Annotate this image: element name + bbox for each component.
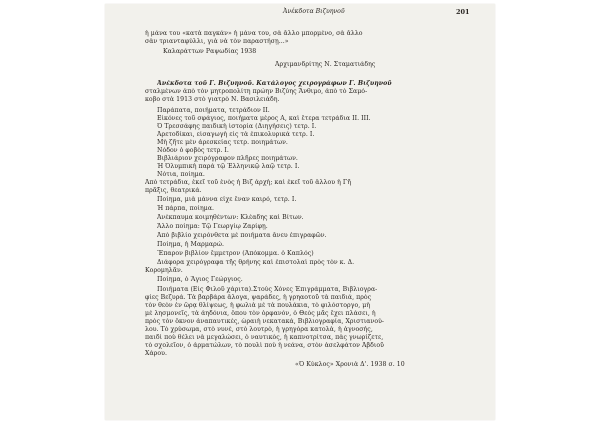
page-number: 201 (456, 8, 470, 16)
list-item: Ἀρετοδίκαι, εἰσαγωγὴ εἰς τὰ ἐπικολυρικά τετρ. Ι. (157, 131, 315, 138)
text-line: φίες Βεζυρά. Τὰ βαρβάρα ἄλογα, ψαράδες, ἡ γρηαοτοῦ τὰ παιδιά, πρὸς (145, 294, 372, 301)
list-item: Μὴ ζῆτε μὲν ἀρεσκείας τετρ. ποιημάτων. (157, 139, 288, 146)
book-page (105, 4, 495, 420)
text-line: πρὸς τὸν ὄκνον ἀναπαυτικές, ὡραιὴ νεκατακά, Βιβλιογραφία, Χριστιανού- (145, 318, 385, 325)
paragraph-heading-line (157, 80, 463, 88)
list-item: Ὁ Τρεσσάφης παιδικὴ ἱστορία (Διηγήσεις) τετρ. Ι. (157, 123, 317, 130)
list-item: Ἔπαρον βιβλίον ἔμμετρον (Ἀπόκομμα. ὁ Καπλός) (157, 250, 314, 257)
text-line: λου. Τὸ χρύσωμα, στὸ νυνέ, στὸ λουτρὸ, ἡ γρηγόρα κατολὰ, ἡ ἀγνοσής, (145, 326, 373, 333)
text-line: σταλμένων ἀπὸ τὸν μητροπολίτη πρώην Βιζύης Ἄνθιμο, ἀπὸ τὸ Σαμό- (145, 88, 368, 95)
list-item: Ἄλλο ποίημα: Τῷ Γεωργίῳ Ζαρίφῃ. (157, 223, 268, 230)
text-line: Χάρου. (145, 350, 167, 357)
text-line: σὰν τριανταφύλλι, γιὰ νὰ τὸν παραστήσῃ...» (145, 38, 289, 45)
list-item: Ἀπὸ βιβλίο χειρόνθετα μὲ ποιήματα ἄνευ ἐπιγραφῶν. (157, 232, 327, 239)
text-line: μὲ λησμονεῖς, τὰ ἀηδόνια, ὅπου τὸν ὀρφανόν, ὁ Θεὸς μᾶς ἔχει πλάσει, ἡ (145, 310, 376, 317)
list-item: Ποίημα, ἡ Μαρμαρώ. (157, 241, 224, 248)
text-line: τὸν θεὸν ἐν ὥρᾳ θλίψεως, ἡ φωλιὰ μὲ τὰ πουλάκια, τὸ φιλόστοργο, μὴ (145, 302, 371, 309)
list-item: Ποίημα, μιὰ μάννα εἶχε ἕναν καιρό, τετρ. Ι. (157, 196, 297, 203)
list-item: Ἀπὸ τετράδια, ἐκεῖ τοῦ ἑνὸς ἡ Βιζ ἀρχὴ; καὶ ἐκεῖ τοῦ ἄλλου ἡ Γῆ (145, 179, 351, 186)
text-line: παιδὶ ποὺ θέλει νὰ μεγαλώσει, ὁ ναυτικὸς, ἡ καπνοτρίτσα, πὰς γνωρίζετε, (145, 334, 384, 341)
journal-citation: «Ὁ Κύκλος» Χρονιὰ Δ'. 1938 σ. 10 (295, 361, 405, 368)
list-item: Ἡ πάρπα, ποίημα. (157, 205, 215, 212)
list-item: Νόδον ὁ φοβὸς τετρ. Ι. (157, 147, 229, 154)
list-item: Ποίημα, ὁ Ἅγιος Γεώργιος. (157, 276, 243, 283)
list-item: Βιβλιάριον χειρόγραφον πλῆρες ποιημάτων. (157, 155, 298, 162)
text-line: πρᾶξις, θεατρικά. (145, 187, 202, 194)
text-line: Κορομηλᾶν. (145, 267, 183, 274)
list-item: Ἀνέκπαυμα κοιμηθέντων: Κλέαδης καὶ Βίτων. (157, 214, 304, 221)
author-signature: Ἀρχιμανδρίτης Ν. Σταματιάδης (275, 61, 376, 68)
section-title: Ἀνέκδοτα τοῦ Γ. Βιζυηνοῦ. Κατάλογος χειρογράφων Γ. Βιζυηνοῦ (157, 80, 392, 87)
source-citation: Καλαράττων Ραψωδίας 1938 (163, 48, 257, 55)
running-head: Ἀνέκδοτα Βιζυηνοῦ (283, 8, 345, 15)
list-item: Διάφορα χειρόγραφα τῆς θρήνης καὶ ἐπιστολαὶ πρὸς τὸν κ. Δ. (157, 259, 355, 266)
list-item: Εἰκόνες τοῦ σφάγιος, ποιήματα μέρος Α, καὶ ἔτερα τετράδια ΙΙ. ΙΙΙ. (157, 115, 371, 122)
text-line: Ποιήματα (Εἰς Φιλοῦ χάριτα).Στοὺς Χόνες Ἐπιγράμματα, Βιβλιογρα- (157, 286, 378, 293)
text-line: κοβο στὰ 1913 στὸ γιατρὸ Ν. Βασιλειάδη. (145, 96, 280, 103)
list-item: Ἡ Ὀλυμπικὴ παρά τῷ Ἑλληνικῷ λαῷ τετρ. Ι. (157, 163, 300, 170)
list-item: Παράπατα, ποιήματα, τετράδιον ΙΙ. (157, 107, 270, 114)
list-item: Νότια, ποίημα. (157, 171, 205, 178)
text-line: ἡ μάνα του «κατὰ παγκάν» ἡ μάνα του, σὰ ἄλλο μπορμένο, σὰ ἄλλο (145, 30, 363, 37)
text-line: τὸ σχολεῖον, ὁ ἀρματώλων, τὸ πουλὶ ποὺ ἡ νεάνα, στὸν ἀσελφάτον Ἀβδιοῦ (145, 342, 384, 349)
